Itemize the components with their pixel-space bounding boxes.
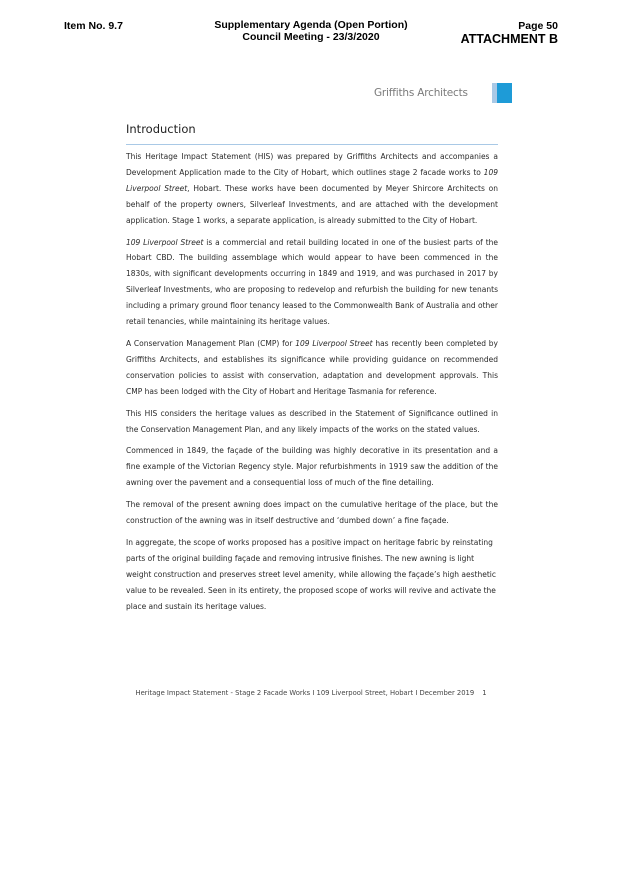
footer-text: Heritage Impact Statement - Stage 2 Facade Works I 109 Liverpool Street, Hobart I December 2019 — [135, 689, 475, 697]
company-logo — [374, 83, 514, 103]
paragraph-4: This HIS considers the heritage values as described in the Statement of Significance outlined in the Conservation Management Plan, and any likely impacts of the works on the stated values. — [126, 408, 498, 434]
logo-mark-icon — [492, 83, 514, 103]
attachment-label: ATTACHMENT B — [460, 32, 558, 46]
page-footer — [0, 689, 622, 697]
paragraph-5: Commenced in 1849, the façade of the building was highly decorative in its presentation and a fine example of the Victorian Regency style. Major refurbishments in 1919 saw the addition of the awning over the pavement and a consequential loss of much of the fine detailing. — [126, 446, 498, 488]
paragraph-2: 109 Liverpool Street is a commercial and retail building located in one of the busiest parts of the Hobart CBD. The building assemblage which would appear to have been commenced in the 1830s, with significant developments occurring in 1849 and 1919, and was purchased in 2017 by Silverleaf Investments, who are proposing to redevelop and refurbish the building for new tenants including a primary ground floor tenancy leased to the Commonwealth Bank of Australia and other retail tenancies, while maintaining its heritage values. — [126, 237, 499, 327]
paragraph-1: This Heritage Impact Statement (HIS) was prepared by Griffiths Architects and accompanies a Development Application made to the City of Hobart, which outlines stage 2 facade works to 109 Liverpool Street, Hobart. These works have been documented by Meyer Shircore Architects on behalf of the property owners, Silverleaf Investments, and are attached with the development application. Stage 1 works, a separate application, is already submitted to the City of Hobart. — [126, 152, 498, 225]
paragraph-7: In aggregate, the scope of works proposed has a positive impact on heritage fabric by reinstating parts of the original building façade and removing intrusive finishes. The new awning is light weight construction and preserves street level amenity, while allowing the façade’s high aesthetic value to be revealed. Seen in its entirety, the proposed scope of works will revive and activate the place and sustain its heritage values. — [126, 537, 497, 611]
item-number: Item No. 9.7 — [64, 20, 123, 32]
page-number: Page 50 — [518, 20, 558, 32]
section-title: Introduction — [126, 122, 196, 136]
logo-text: Griffiths Architects — [374, 87, 468, 99]
paragraph-6: The removal of the present awning does impact on the cumulative heritage of the place, but the construction of the awning was in itself destructive and ‘dumbed down’ a fine façade. — [126, 500, 498, 526]
footer-page-number: 1 — [482, 689, 487, 697]
meeting-date: Council Meeting - 23/3/2020 — [242, 31, 380, 43]
agenda-title: Supplementary Agenda (Open Portion) — [214, 19, 408, 31]
paragraph-3: A Conservation Management Plan (CMP) for 109 Liverpool Street has recently been completed by Griffiths Architects, and establishes its significance while providing guidance on recommended conservation policies to assist with conservation, adaptation and development approvals. This CMP has been lodged with the City of Hobart and Heritage Tasmania for reference. — [126, 338, 498, 396]
title-divider — [126, 144, 498, 145]
body-text — [126, 149, 498, 620]
